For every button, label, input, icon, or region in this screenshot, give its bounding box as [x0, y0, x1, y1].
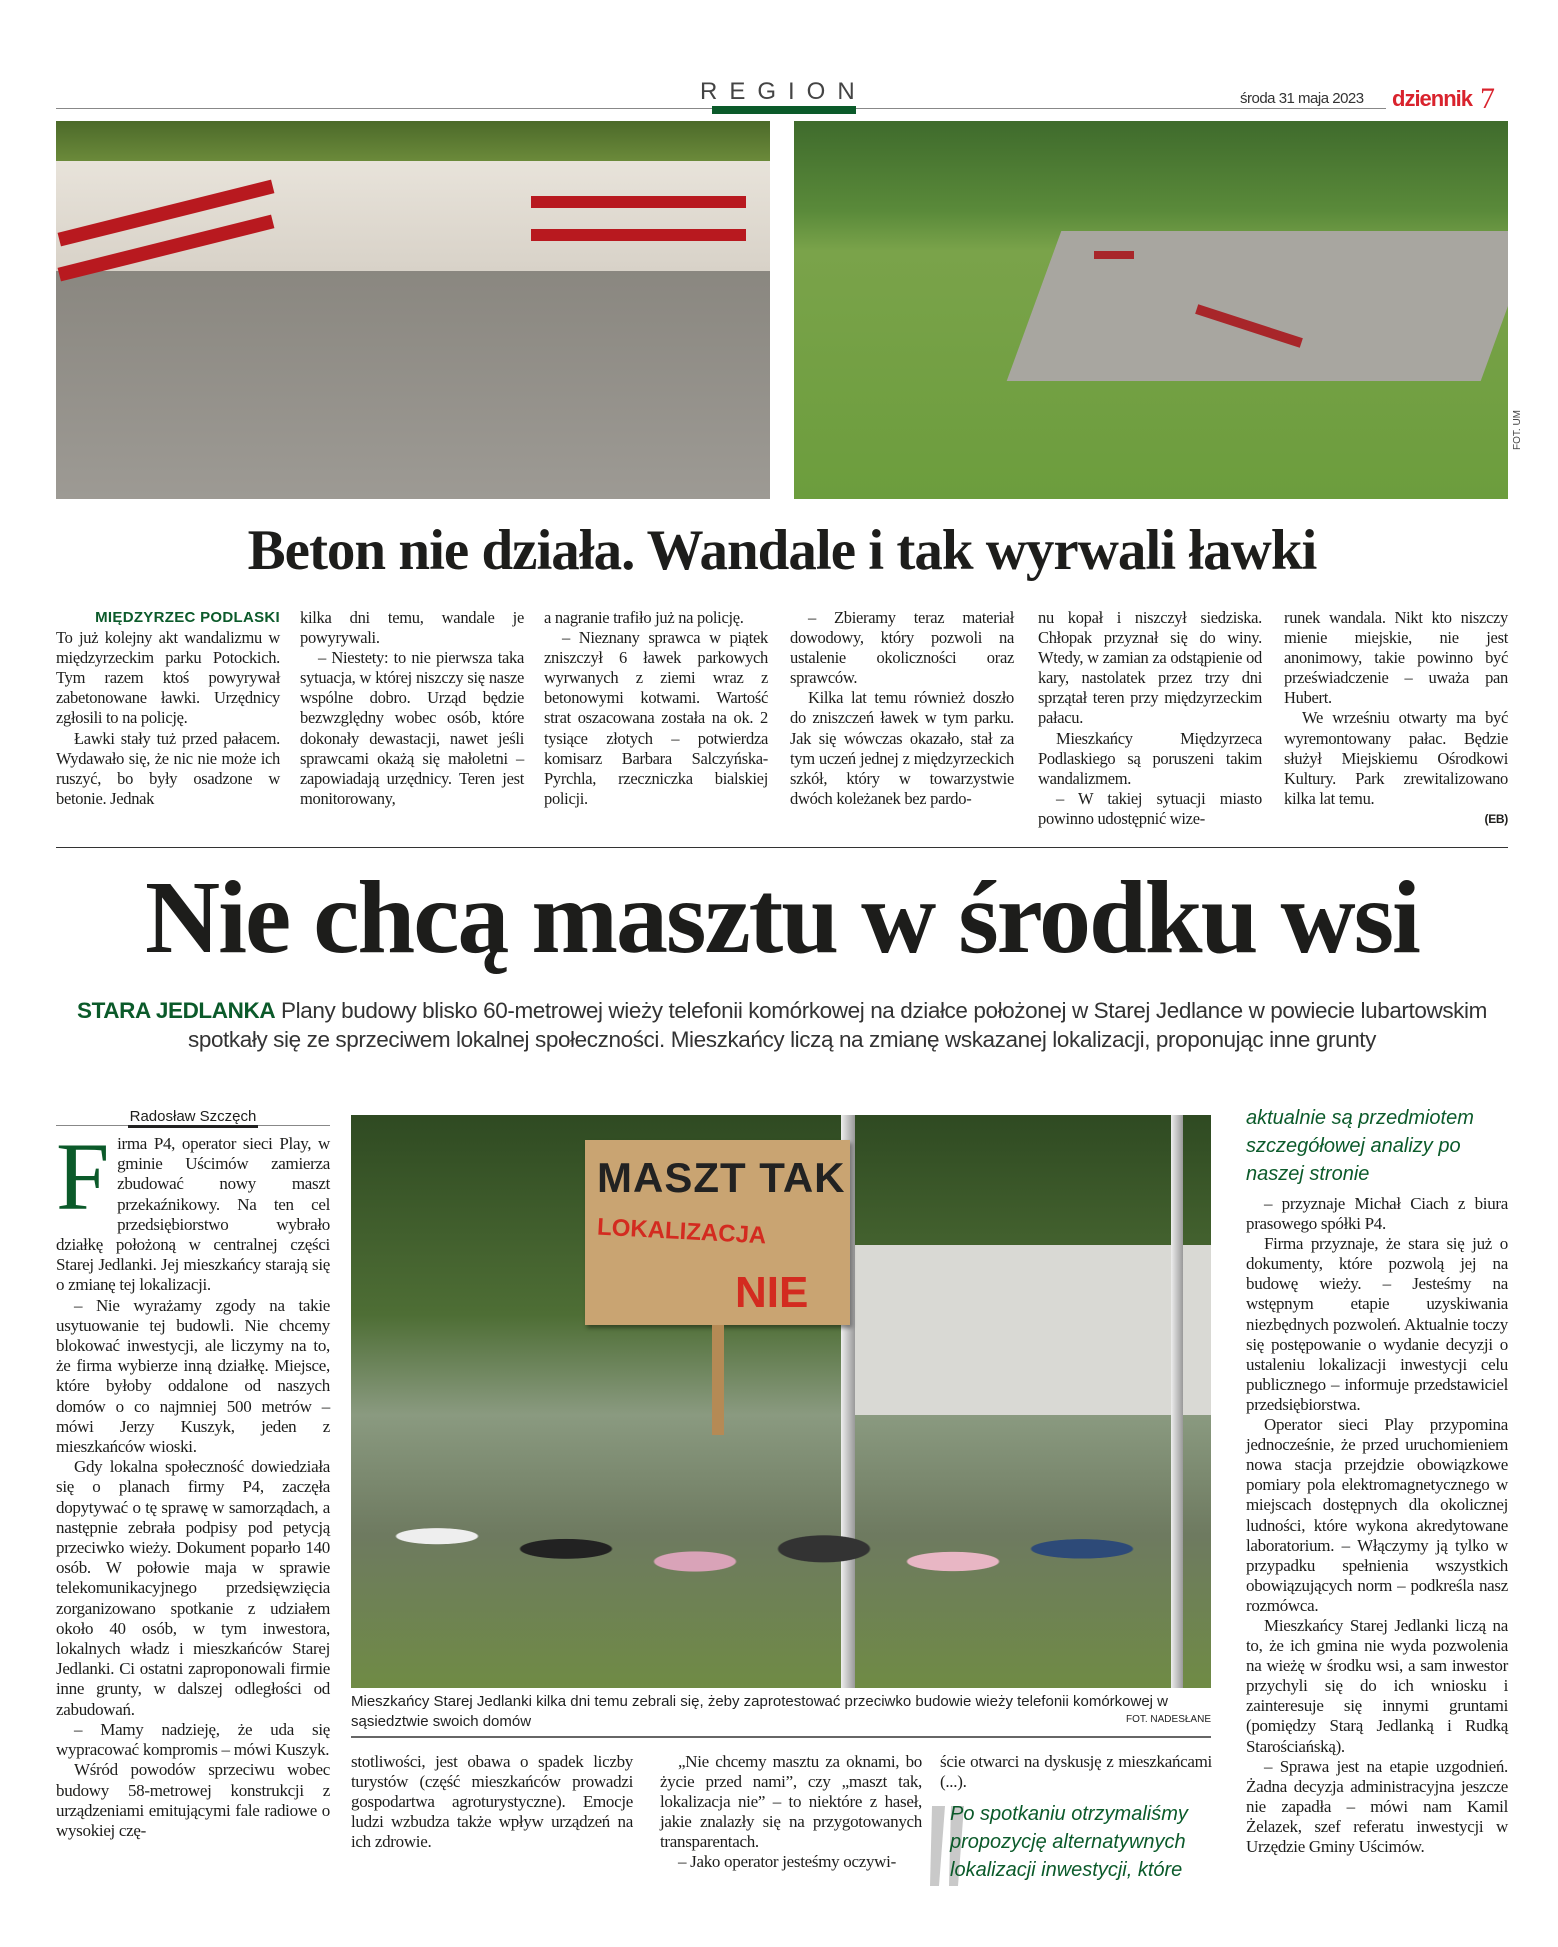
article-lead: [56, 996, 1508, 1054]
article-headline: Beton nie działa. Wandale i tak wyrwali ławki: [247, 519, 1317, 582]
paragraph: runek wandala. Nikt kto niszczy mienie miejskie, nie jest anonimowy, takie powinno być przeświadczenie – uważa pan Hubert.: [1284, 608, 1508, 708]
article2-column-4: [940, 1752, 1212, 1792]
bench-icon: [531, 229, 746, 241]
article1-column-5: [1038, 608, 1262, 829]
gravel-path: [1007, 231, 1508, 381]
sign-text: NIE: [735, 1268, 809, 1317]
paragraph: – Zbieramy teraz materiał dowodowy, który pozwoli na ustalenie okoliczności oraz sprawców.: [790, 608, 1014, 688]
paragraph: – Mamy nadzieję, że uda się wypracować kompromis – mówi Kuszyk.: [56, 1719, 330, 1760]
paragraph: a nagranie trafiło już na policję.: [544, 608, 744, 627]
column-text: [940, 1752, 1212, 1792]
section-label: REGION: [700, 78, 867, 105]
page-number: 7: [1480, 82, 1495, 115]
dateline: MIĘDZYRZEC PODLASKI: [95, 609, 280, 626]
paragraph: – W takiej sytuacji miasto powinno udostępnić wize-: [1038, 788, 1262, 828]
pull-quote-continued: aktualnie są przedmiotem szczegółowej analizy po naszej stronie: [1246, 1107, 1474, 1185]
paragraph: Operator sieci Play przypomina jednocześnie, że przed uruchomieniem nowa stacja przejdzie obowiązkowe pomiary pola elektromagnetycznego w miejscach dostępnych dla okolicznej ludności, które wykona akredytowane laboratorium. – Włączymy ją tylko w przypadku spełnienia wszystkich obowiązujących norm – podkreśla nasz rozmówca.: [1246, 1415, 1508, 1615]
article1-column-3: [544, 608, 768, 809]
paragraph: – Sprawa jest na etapie uzgodnień. Żadna decyzja administracyjna jeszcze nie zapadła – mówi nam Kamil Żelazek, szef referatu inwestycji w Urzędzie Gminy Uścimów.: [1246, 1756, 1508, 1856]
paragraph: „Nie chcemy masztu za oknami, bo życie przed nami”, czy „maszt tak, lokalizacja nie” – to niektóre z haseł, jakie znalazły się na przygotowanych transparentach.: [660, 1752, 922, 1852]
sign-text: MASZT TAK: [597, 1154, 846, 1201]
article2-column-1: [56, 1123, 330, 1841]
article1-column-4: [790, 608, 1014, 809]
article2-column-3: [660, 1752, 922, 1873]
caption-text: Mieszkańcy Starej Jedlanki kilka dni temu zebrali się, żeby zaprotestować przeciwko budowie wieży telefonii komórkowej w sąsiedztwie swoich domów: [351, 1693, 1169, 1730]
paragraph: kilka dni temu, wandale je powyrywali.: [300, 608, 524, 648]
paragraph: – Nieznany sprawca w piątek zniszczył 6 ławek parkowych wyrwanych z ziemi wraz z betonowymi kotwami. Wartość strat oszacowana została na ok. 2 tysiące złotych – potwierdza komisarz Barbara Salczyńska-Pyrchla, rzeczniczka bialskiej policji.: [544, 628, 768, 808]
article2-column-2: [351, 1752, 633, 1852]
paragraph: We wrześniu otwarty ma być wyremontowany pałac. Będzie służył Miejskiemu Ośrodkowi Kultury. Park zrewitalizowano kilka lat temu.: [1284, 708, 1508, 808]
paragraph: ście otwarci na dyskusję z mieszkańcami (...).: [940, 1752, 1212, 1792]
photo-credit: FOT. UM: [1512, 410, 1523, 450]
paragraph: irma P4, operator sieci Play, w gminie Uścimów zamierza zbudować nowy maszt przekaźnikowy. Na ten cel przedsiębiorstwo wybrało działkę położoną w centralnej części Starej Jedlanki. Jej mieszkańcy starają się o zmianę tej lokalizacji.: [56, 1134, 330, 1295]
crowd: [351, 1435, 1211, 1688]
photo-caption: [351, 1692, 1211, 1738]
article-divider: [56, 847, 1508, 848]
bench-icon: [58, 180, 275, 247]
lead-place: STARA JEDLANKA: [77, 998, 276, 1023]
column-text: [1284, 608, 1508, 809]
sign-text: LOKALIZACJA: [596, 1213, 767, 1250]
author-name: Radosław Szczęch: [128, 1108, 259, 1128]
article1-column-1: [56, 608, 280, 809]
drop-cap: F: [56, 1123, 110, 1230]
house: [851, 1245, 1211, 1415]
author-signature: (EB): [1484, 811, 1508, 826]
article-headline: Nie chcą masztu w środku wsi: [145, 860, 1419, 975]
pull-quote: Po spotkaniu otrzymaliśmy propozycję alternatywnych lokalizacji inwestycji, które: [950, 1803, 1188, 1881]
paragraph: – przyznaje Michał Ciach z biura prasowego spółki P4.: [1246, 1194, 1508, 1234]
lead-text: Plany budowy blisko 60-metrowej wieży telefonii komórkowej na działce położonej w Starej Jedlance w powiecie lubartowskim spotkały się ze sprzeciwem lokalnej społeczności. Mieszkańcy liczą na zmianę wskazanej lokalizacji, proponując inne grunty: [187, 998, 1487, 1052]
photo-park-lawn: [794, 121, 1508, 499]
bench-icon: [1094, 251, 1134, 259]
bench-icon: [531, 196, 746, 208]
paragraph: Ławki stały tuż przed pałacem. Wydawało się, że nic nie może ich ruszyć, bo były osadzone w betonie. Jednak: [56, 728, 280, 808]
section-bar: [712, 106, 856, 114]
article1-column-2: [300, 608, 524, 809]
sign-pole: [712, 1325, 724, 1435]
paragraph: Mieszkańcy Międzyrzeca Podlaskiego są poruszeni takim wandalizmem.: [1038, 728, 1262, 788]
paragraph: Mieszkańcy Starej Jedlanki liczą na to, że ich gmina nie wyda pozwolenia na wieżę w środku wsi, a sam inwestor przychyli się do ich wniosku i zainteresuje się innymi gruntami (pomiędzy Starą Jedlanką i Rudką Starościańską).: [1246, 1615, 1508, 1756]
paragraph: Gdy lokalna społeczność dowiedziała się o planach firmy P4, zaczęła dopytywać o tę sprawę w samorządach, a następnie zebrała podpisy pod petycją przeciwko wieży. Dokument poparło 140 osób. W połowie maja w sprawie telekomunikacyjnego przedsięwzięcia zorganizowano spotkanie z udziałem około 40 osób, w tym inwestora, lokalnych władz i mieszkańców Starej Jedlanki. Ci ostatni zaproponowali firmie inne grunty, w dalszej odległości od zabudowań.: [56, 1457, 330, 1719]
column-text: [56, 628, 280, 809]
paragraph: Firma przyznaje, że stara się już o dokumenty, które pozwolą jej na budowę wieży. – Jesteśmy na wstępnym etapie uzyskiwania niezbędnych pozwoleń. Aktualnie toczy się postępowanie o wydanie decyzji o ustaleniu lokalizacji inwestycji celu publicznego – informuje przedstawiciel przedsiębiorstwa.: [1246, 1234, 1508, 1414]
brand-logo: dziennik: [1392, 86, 1473, 111]
paragraph: – Niestety: to nie pierwsza taka sytuacja, w której niszczy się nasze wspólne dobro. Urząd będzie bezwzględny wobec osób, które dokonały dewastacji, nawet jeśli sprawcami okażą się małoletni – zapowiadają urzędnicy. Teren jest monitorowany,: [300, 648, 524, 808]
issue-date: środa 31 maja 2023: [1240, 90, 1364, 107]
article2-column-5: [1246, 1194, 1508, 1857]
paragraph: Wśród powodów sprzeciwu wobec budowy 58-metrowej konstrukcji z urządzeniami emitującymi fale radiowe o wysokiej czę-: [56, 1760, 330, 1840]
paragraph: nu kopał i niszczył siedziska. Chłopak przyznał się do winy. Wtedy, w zamian za odstąpienie od kary, nastolatek przez trzy dni sprzątał teren przy międzyrzeckim pałacu.: [1038, 608, 1262, 728]
paragraph: – Jako operator jesteśmy oczywi-: [678, 1852, 896, 1872]
photo-benches-wall: [56, 121, 770, 499]
protest-sign: [585, 1140, 850, 1325]
paragraph: – Nie wyrażamy zgody na takie usytuowanie tej budowli. Nie chcemy blokować inwestycji, ale liczymy na to, że firma wybierze inną działkę. Miejsce, które byłoby oddalone od naszych domów o co najmniej 500 metrów – mówi Jerzy Kuszyk, jeden z mieszkańców wioski.: [56, 1295, 330, 1457]
column-text: [56, 1296, 330, 1841]
photo-credit: FOT. NADESŁANE: [1125, 1714, 1211, 1725]
paragraph: To już kolejny akt wandalizmu w międzyrzeckim parku Potockich. Tym razem ktoś powyrywał zabetonowane ławki. Urzędnicy zgłosili to na policję.: [56, 628, 280, 728]
paragraph: Kilka lat temu również doszło do zniszczeń ławek w tym parku. Jak się wówczas okazało, stał za tym uczeń jednej z międzyrzeckich szkół, który w towarzystwie dwóch koleżanek bez pardo-: [790, 688, 1014, 808]
article1-column-6: [1284, 608, 1508, 829]
paragraph: stotliwości, jest obawa o spadek liczby turystów (część mieszkańców prowadzi gospodartwa agroturystyczne). Emocje ludzi wzbudza także wpływ urządzeń na ich zdrowie.: [351, 1752, 633, 1852]
